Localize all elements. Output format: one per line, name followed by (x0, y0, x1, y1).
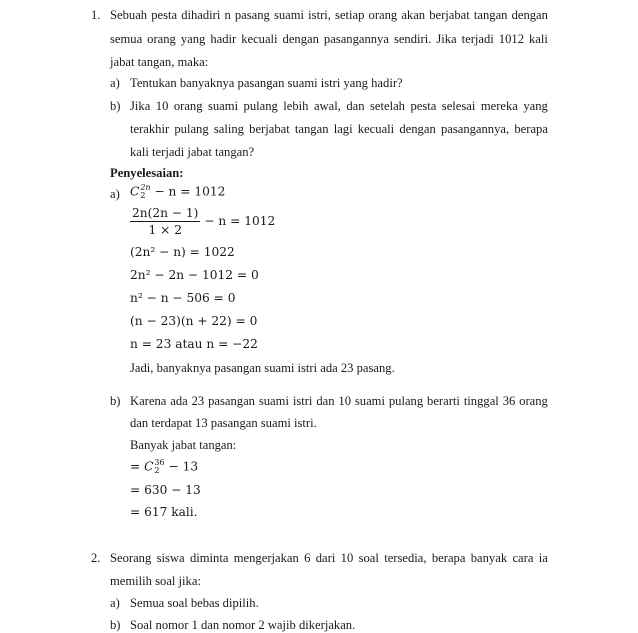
word: tinggal (463, 394, 499, 408)
word: pasangannya (323, 32, 389, 46)
word: 36 (502, 394, 516, 408)
word: dan (346, 99, 365, 113)
q2-b-label: b) (110, 618, 121, 632)
word: istri, (308, 8, 331, 22)
sol-a-step2 (130, 206, 275, 237)
word: pesta (151, 8, 178, 22)
word: Jika (436, 32, 457, 46)
word: pasangan (208, 394, 255, 408)
word: selesai (441, 99, 476, 113)
q2-b-text: Soal nomor 1 dan nomor 2 wajib dikerjakan. (130, 618, 356, 632)
word: pulang (388, 394, 424, 408)
word: terjadi (461, 32, 494, 46)
word: suami (354, 394, 385, 408)
word: berjabat (249, 122, 290, 136)
sol-a-step1-rest: − n = 1012 (154, 184, 226, 199)
q1-intro-line2 (110, 32, 548, 47)
q2-a-text: Semua soal bebas dipilih. (130, 596, 259, 610)
sol-a-step7: n = 23 atau n = −22 (130, 337, 258, 351)
sol-a-step6: (n − 23)(n + 22) = 0 (130, 314, 258, 328)
sol-a-step4: 2n² − 2n − 1012 = 0 (130, 268, 259, 282)
word: 10 (340, 551, 354, 565)
q1-intro-line3: jabat tangan, maka: (110, 55, 209, 69)
sol-b-step1-rest: − 13 (168, 459, 199, 474)
word: dihadiri (181, 8, 221, 22)
word: tangan (294, 122, 329, 136)
q1-b-line2 (130, 122, 548, 137)
word: terakhir (130, 122, 170, 136)
word: mereka (480, 99, 518, 113)
sol-b-step2: = 630 − 13 (130, 483, 201, 497)
sol-a-step2-fraction (130, 206, 200, 237)
word: setelah (370, 99, 405, 113)
word: orang (173, 99, 203, 113)
sol-a-conclusion: Jadi, banyaknya pasangan suami istri ada 23 pasang. (130, 361, 395, 375)
word: lagi (333, 122, 353, 136)
word: soal (358, 551, 379, 565)
q1-intro-line1 (110, 8, 548, 23)
q1-a-text: Tentukan banyaknya pasangan suami istri yang hadir? (130, 76, 403, 90)
solution-heading: Penyelesaian: (110, 166, 184, 180)
word: cara (512, 551, 534, 565)
q2-number: 2. (91, 551, 101, 565)
word: berapa (431, 551, 466, 565)
word: Seorang (110, 551, 152, 565)
word: dengan (511, 8, 548, 22)
sol-a-step2-rest: − n = 1012 (204, 214, 276, 228)
word: pesta (410, 99, 437, 113)
word: Karena (130, 394, 167, 408)
word: siswa (156, 551, 185, 565)
sol-a-step2-numerator: 2n(2n − 1) (132, 206, 199, 220)
word: 23 (191, 394, 205, 408)
word: dengan (399, 122, 436, 136)
q2-line2: memilih soal jika: (110, 574, 201, 588)
word: orang (147, 32, 176, 46)
word: pasangannya, (440, 122, 510, 136)
q2-line1 (110, 551, 548, 566)
word: kecuali (241, 32, 278, 46)
word: suami (273, 8, 305, 22)
word: 6 (304, 551, 311, 565)
q2-a-label: a) (110, 596, 120, 610)
sol-a-step3: (2n² − n) = 1022 (130, 245, 235, 259)
word: pasang (234, 8, 270, 22)
word: berjabat (429, 8, 470, 22)
q1-b-line3: kali terjadi jabat tangan? (130, 145, 255, 159)
sol-a-step2-denominator: 1 × 2 (148, 223, 182, 237)
sol-b-line3: Banyak jabat tangan: (130, 438, 237, 452)
sol-b-label: b) (110, 394, 121, 408)
word: kecuali (357, 122, 395, 136)
word: Jika (130, 99, 151, 113)
q1-a-label: a) (110, 76, 120, 90)
word: awal, (313, 99, 341, 113)
word: Sebuah (110, 8, 148, 22)
word: yang (180, 32, 206, 46)
word: ada (170, 394, 188, 408)
word: suami (207, 99, 239, 113)
word: tangan (473, 8, 508, 22)
word: sendiri. (393, 32, 432, 46)
word: diminta (189, 551, 229, 565)
sol-b-line1 (130, 394, 548, 409)
word: setiap (335, 8, 365, 22)
word: suami (258, 394, 289, 408)
word: 1012 (498, 32, 524, 46)
sol-b-step1: = C 36 2 − 13 (130, 458, 199, 475)
sol-a-step1: C 2n 2 − n = 1012 (130, 183, 226, 200)
word: lebih (283, 99, 309, 113)
word: semua (110, 32, 143, 46)
sol-b-line2: dan terdapat 13 pasangan suami istri. (130, 416, 317, 430)
word: banyak (470, 551, 508, 565)
word: dan (316, 394, 335, 408)
q1-b-line1 (130, 99, 548, 114)
word: ia (538, 551, 548, 565)
word: yang (523, 99, 548, 113)
word: hadir (210, 32, 237, 46)
word: saling (213, 122, 244, 136)
word: kali (528, 32, 548, 46)
word: istri (292, 394, 313, 408)
word: 10 (338, 394, 351, 408)
word: orang (368, 8, 398, 22)
word: berapa (514, 122, 548, 136)
word: n (224, 8, 231, 22)
word: orang (519, 394, 548, 408)
q1-b-label: b) (110, 99, 121, 113)
sol-b-step3: = 617 kali. (130, 505, 198, 519)
sol-a-label: a) (110, 187, 120, 201)
sol-a-step5: n² − n − 506 = 0 (130, 291, 236, 305)
q1-number: 1. (91, 8, 101, 22)
word: dari (315, 551, 336, 565)
word: tersedia, (384, 551, 427, 565)
word: dengan (282, 32, 319, 46)
word: pulang (243, 99, 278, 113)
word: berarti (427, 394, 460, 408)
word: 10 (155, 99, 169, 113)
word: pulang (174, 122, 209, 136)
word: akan (401, 8, 426, 22)
word: mengerjakan (233, 551, 299, 565)
